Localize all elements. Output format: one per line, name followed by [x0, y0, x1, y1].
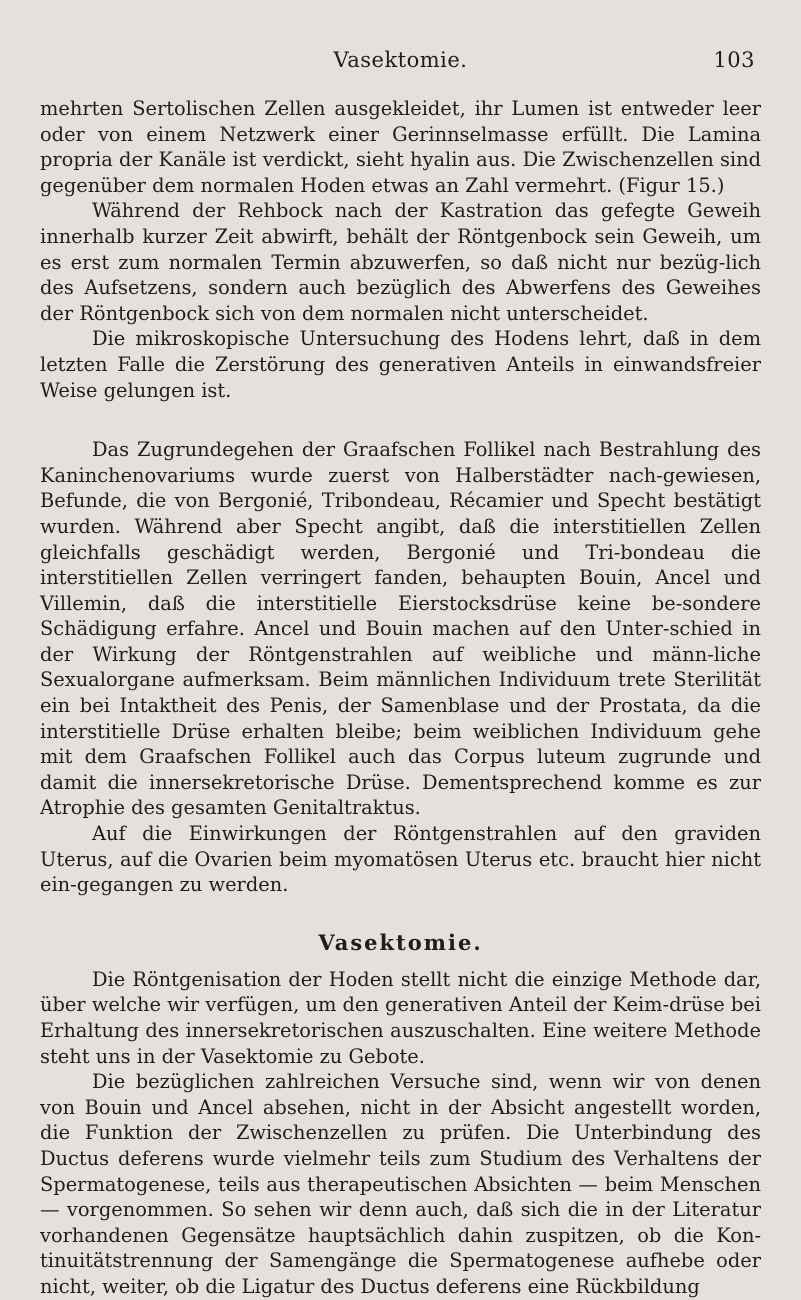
- text-block-continuation: [40, 96, 761, 403]
- paragraph-rehbock: Während der Rehbock nach der Kastration das gefegte Geweih innerhalb kurzer Zeit abwirft, behält der Röntgenbock sein Geweih, um es erst zum normalen Termin abzuwerfen, so daß nicht nur bezüg-lich des Aufsetzens, sondern auch bezüglich des Abwerfens des Geweihes der Röntgenbock sich von dem normalen nicht unterscheidet.: [40, 199, 761, 325]
- paragraph-experiments: Die bezüglichen zahlreichen Versuche sind, wenn wir von denen von Bouin und Ancel absehen, nicht in der Absicht angestellt worden, die Funktion der Zwischenzellen zu prüfen. Die Unterbindung des Ductus deferens wurde vielmehr teils zum Studium des Verhaltens der Spermatogenese, teils aus therapeutischen Absichten — beim Menschen — vorgenommen. So sehen wir denn auch, daß sich die in der Literatur vorhandenen Gegensätze hauptsächlich dahin zuspitzen, ob die Kon-tinuitätstrennung der Samengänge die Spermatogenese aufhebe oder nicht, weiter, ob die Ligatur des Ductus deferens eine Rückbildung: [40, 1070, 761, 1298]
- paragraph-gravid-uterus: Auf die Einwirkungen der Röntgenstrahlen auf den graviden Uterus, auf die Ovarien beim myomatösen Uterus etc. braucht hier nicht ein-gegangen zu werden.: [40, 822, 761, 897]
- text-block-ovary: [40, 437, 761, 898]
- paragraph-graaf-follicles: Das Zugrundegehen der Graafschen Follikel nach Bestrahlung des Kaninchenovariums wurde zuerst von Halberstädter nach-gewiesen, Befunde, die von Bergonié, Tribondeau, Récamier und Specht bestätigt wurden. Während aber Specht angibt, daß die interstitiellen Zellen gleichfalls geschädigt werden, Bergonié und Tri-bondeau die interstitiellen Zellen verringert fanden, behaupten Bouin, Ancel und Villemin, daß die interstitielle Eierstocksdrüse keine be-sondere Schädigung erfahre. Ancel und Bouin machen auf den Unter-schied in der Wirkung der Röntgenstrahlen auf weibliche und männ-liche Sexualorgane aufmerksam. Beim männlichen Individuum trete Sterilität ein bei Intaktheit des Penis, der Samenblase und der Prostata, da die interstitielle Drüse erhalten bleibe; beim weiblichen Individuum gehe mit dem Graafschen Follikel auch das Corpus luteum zugrunde und damit die innersekretorische Drüse. Dementsprechend komme es zur Atrophie des gesamten Genitaltraktus.: [40, 438, 761, 820]
- text-block-vasektomie: [40, 967, 761, 1300]
- running-head-title: Vasektomie.: [333, 48, 468, 72]
- paragraph-sertoli: mehrten Sertolischen Zellen ausgekleidet, ihr Lumen ist entweder leer oder von einem Netzwerk einer Gerinnselmasse erfüllt. Die Lamina propria der Kanäle ist verdickt, sieht hyalin aus. Die Zwischenzellen sind gegenüber dem normalen Hoden etwas an Zahl vermehrt. (Figur 15.): [40, 97, 761, 197]
- paragraph-microscopy: Die mikroskopische Untersuchung des Hodens lehrt, daß in dem letzten Falle die Zerstörung des generativen Anteils in einwandsfreier Weise gelungen ist.: [40, 327, 761, 402]
- paragraph-rontgenisation: Die Röntgenisation der Hoden stellt nicht die einzige Methode dar, über welche wir verfügen, um den generativen Anteil der Keim-drüse bei Erhaltung des innersekretorischen auszuschalten. Eine weitere Methode steht uns in der Vasektomie zu Gebote.: [40, 967, 761, 1068]
- running-head: [40, 48, 761, 88]
- section-heading: Vasektomie.: [318, 929, 483, 955]
- page-number: 103: [713, 48, 755, 72]
